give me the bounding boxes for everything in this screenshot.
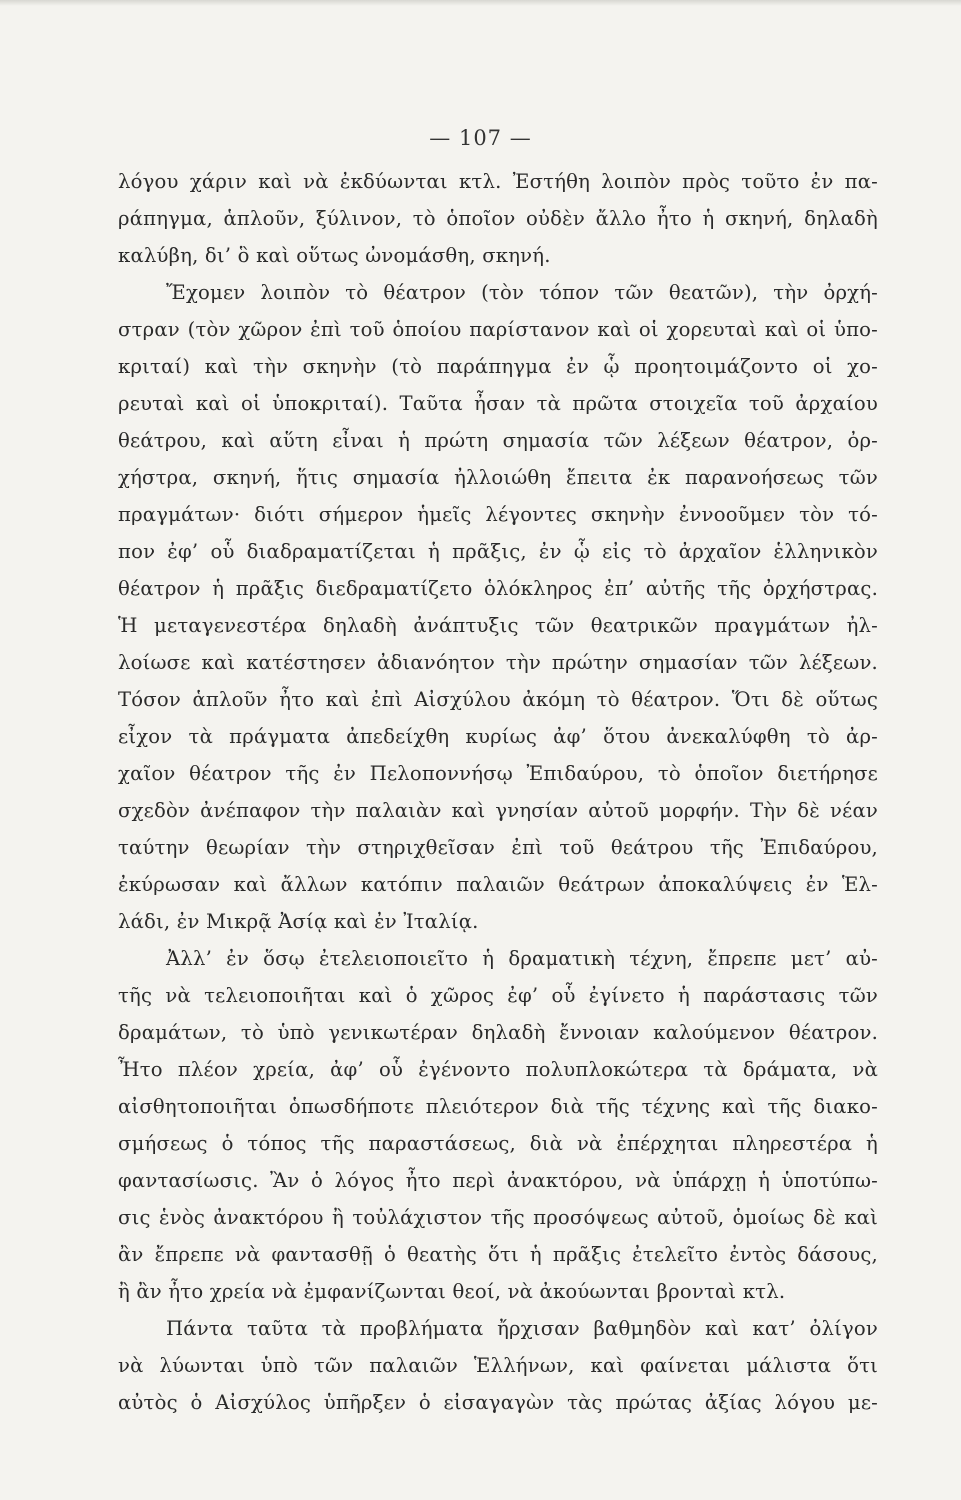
text-line: Ἀλλ’ ἐν ὅσῳ ἐτελειοποιεῖτο ἡ δραματικὴ τέχνη, ἔπρεπε μετ’ αὐ- [166, 947, 878, 970]
text-line: λοίωσε καὶ κατέστησεν ἀδιανόητον τὴν πρώτην σημασίαν τῶν λέξεων. [118, 651, 878, 674]
text-line: θεάτρου, καὶ αὕτη εἶναι ἡ πρώτη σημασία τῶν λέξεων θέατρον, ὀρ- [118, 429, 878, 452]
body-text [118, 163, 878, 1421]
text-line: ἢ ἂν ἦτο χρεία νὰ ἐμφανίζωνται θεοί, νὰ ἀκούωνται βρονταὶ κτλ. [118, 1280, 786, 1303]
text-line: δραμάτων, τὸ ὑπὸ γενικωτέραν δηλαδὴ ἔννοιαν καλούμενον θέατρον. [118, 1021, 878, 1044]
page-top-edge [0, 0, 961, 6]
text-line: φαντασίωσις. Ἂν ὁ λόγος ἦτο περὶ ἀνακτόρου, νὰ ὑπάρχῃ ἡ ὑποτύπω- [118, 1169, 878, 1192]
text-line: λάδι, ἐν Μικρᾷ Ἀσίᾳ καὶ ἐν Ἰταλίᾳ. [118, 910, 479, 933]
text-line: χήστρα, σκηνή, ἥτις σημασία ἠλλοιώθη ἔπειτα ἐκ παρανοήσεως τῶν [118, 466, 878, 489]
text-line: σις ἑνὸς ἀνακτόρου ἢ τοὐλάχιστον τῆς προσόψεως αὐτοῦ, ὁμοίως δὲ καὶ [118, 1206, 878, 1229]
text-line: ἐκύρωσαν καὶ ἄλλων κατόπιν παλαιῶν θεάτρων ἀποκαλύψεις ἐν Ἑλ- [118, 873, 878, 896]
text-line: πραγμάτων· διότι σήμερον ἡμεῖς λέγοντες σκηνὴν ἐννοοῦμεν τὸν τό- [118, 503, 878, 526]
text-line: στραν (τὸν χῶρον ἐπὶ τοῦ ὁποίου παρίστανον καὶ οἱ χορευταὶ καὶ οἱ ὑπο- [118, 318, 878, 341]
text-line: ἂν ἔπρεπε νὰ φαντασθῇ ὁ θεατὴς ὅτι ἡ πρᾶξις ἐτελεῖτο ἐντὸς δάσους, [118, 1243, 878, 1266]
text-line: θέατρον ἡ πρᾶξις διεδραματίζετο ὁλόκληρος ἐπ’ αὐτῆς τῆς ὀρχήστρας. [118, 577, 878, 600]
text-line: αὐτὸς ὁ Αἰσχύλος ὑπῆρξεν ὁ εἰσαγαγὼν τὰς πρώτας ἀξίας λόγου με- [118, 1391, 878, 1414]
text-line: κριταί) καὶ τὴν σκηνὴν (τὸ παράπηγμα ἐν ᾧ προητοιμάζοντο οἱ χο- [118, 355, 878, 378]
text-line: Πάντα ταῦτα τὰ προβλήματα ἤρχισαν βαθμηδὸν καὶ κατ’ ὀλίγον [166, 1317, 878, 1340]
text-line: σχεδὸν ἀνέπαφον τὴν παλαιὰν καὶ γνησίαν αὐτοῦ μορφήν. Τὴν δὲ νέαν [118, 799, 878, 822]
text-line: καλύβη, δι’ ὃ καὶ οὕτως ὠνομάσθη, σκηνή. [118, 244, 551, 267]
text-line: ρευταὶ καὶ οἱ ὑποκριταί). Ταῦτα ἦσαν τὰ πρῶτα στοιχεῖα τοῦ ἀρχαίου [118, 392, 878, 415]
text-line: τῆς νὰ τελειοποιῆται καὶ ὁ χῶρος ἐφ’ οὗ ἐγίνετο ἡ παράστασις τῶν [118, 984, 878, 1007]
page-number: — 107 — [429, 126, 532, 150]
text-line: σμήσεως ὁ τόπος τῆς παραστάσεως, διὰ νὰ ἐπέρχηται πληρεστέρα ἡ [118, 1132, 878, 1155]
text-line: Ἔχομεν λοιπὸν τὸ θέατρον (τὸν τόπον τῶν θεατῶν), τὴν ὀρχή- [166, 281, 878, 304]
text-line: Ἡ μεταγενεστέρα δηλαδὴ ἀνάπτυξις τῶν θεατρικῶν πραγμάτων ἠλ- [118, 614, 878, 637]
text-line: Ἦτο πλέον χρεία, ἀφ’ οὗ ἐγένοντο πολυπλοκώτερα τὰ δράματα, νὰ [118, 1058, 878, 1081]
text-line: Τόσον ἁπλοῦν ἦτο καὶ ἐπὶ Αἰσχύλου ἀκόμη τὸ θέατρον. Ὅτι δὲ οὕτως [118, 688, 878, 711]
text-line: λόγου χάριν καὶ νὰ ἐκδύωνται κτλ. Ἐστήθη λοιπὸν πρὸς τοῦτο ἐν πα- [118, 170, 878, 193]
text-line: πον ἐφ’ οὗ διαδραματίζεται ἡ πρᾶξις, ἐν ᾧ εἰς τὸ ἀρχαῖον ἑλληνικὸν [118, 540, 878, 563]
text-line: αἰσθητοποιῆται ὁπωσδήποτε πλειότερον διὰ τῆς τέχνης καὶ τῆς διακο- [118, 1095, 878, 1118]
text-line: ταύτην θεωρίαν τὴν στηριχθεῖσαν ἐπὶ τοῦ θεάτρου τῆς Ἐπιδαύρου, [118, 836, 878, 859]
text-line: εἶχον τὰ πράγματα ἀπεδείχθη κυρίως ἀφ’ ὅτου ἀνεκαλύφθη τὸ ἀρ- [118, 725, 878, 748]
text-line: ράπηγμα, ἁπλοῦν, ξύλινον, τὸ ὁποῖον οὐδὲν ἄλλο ἦτο ἡ σκηνή, δηλαδὴ [118, 207, 878, 230]
text-line: χαῖον θέατρον τῆς ἐν Πελοποννήσῳ Ἐπιδαύρου, τὸ ὁποῖον διετήρησε [118, 762, 878, 785]
text-line: νὰ λύωνται ὑπὸ τῶν παλαιῶν Ἑλλήνων, καὶ φαίνεται μάλιστα ὅτι [118, 1354, 878, 1377]
